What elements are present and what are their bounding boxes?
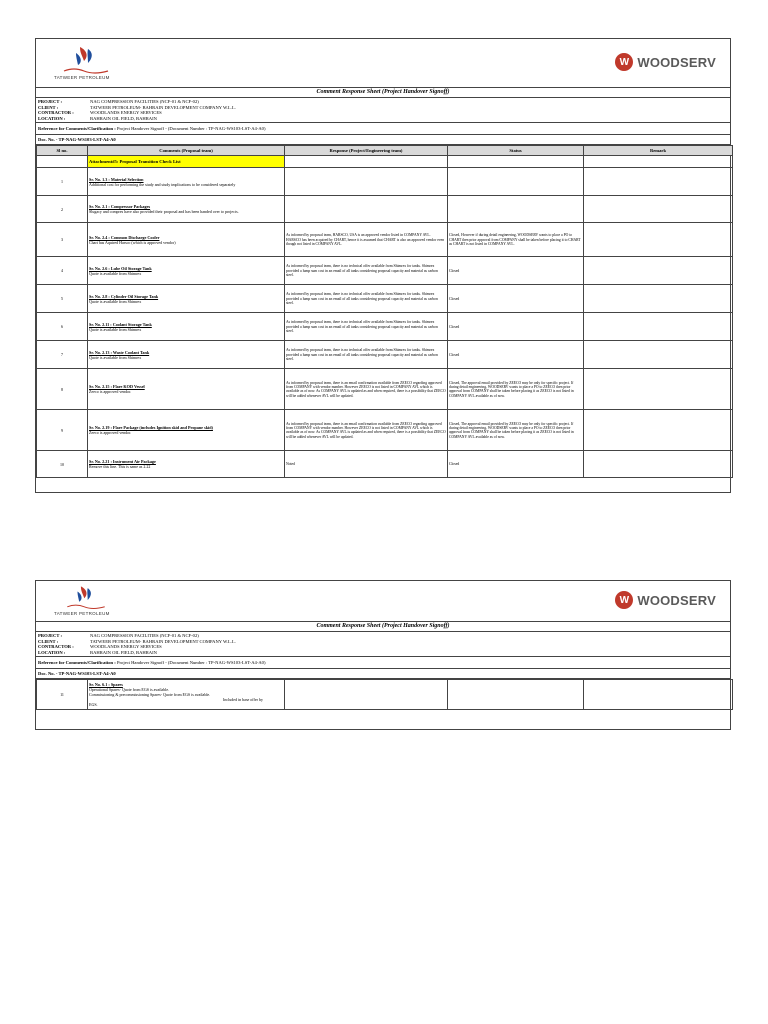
row-remark (584, 196, 733, 223)
row-sl: 7 (37, 341, 88, 369)
info-value: BAHRAIN OIL FIELD, BAHRAIN (90, 115, 157, 121)
row-status: Closed (448, 285, 584, 313)
row-response (285, 196, 448, 223)
row-sl: 9 (37, 410, 88, 451)
item-desc: Zeeco is approved vendor. (89, 389, 132, 395)
row-comment (88, 223, 285, 257)
row-response: As informed by proposal team, HARSCO, USA is an approved vendor listed in COMPANY AVL. HARSCO has been acquired by CHART, hence it is assumed that CHART is also an approved vendor even though not listed in COMPANY AVL. (285, 223, 448, 257)
logo-band (36, 39, 730, 88)
item-desc: EGS. (89, 702, 98, 708)
item-desc: Included in base offer by (223, 697, 263, 703)
row-response (285, 168, 448, 196)
item-desc: Quote is available from Shimrex (89, 354, 142, 360)
item-desc: Remove this line. This is same as 2.22 (89, 464, 151, 470)
col-header-comments: Comments (Proposal team) (88, 146, 285, 156)
table-row (37, 168, 733, 196)
row-comment (88, 410, 285, 451)
item-title: Sr. No. 2.1 : Compressor Packages (89, 204, 151, 210)
info-value: WOODLANDS ENERGY SERVICES (90, 644, 162, 650)
row-remark (584, 369, 733, 410)
table-row (37, 410, 733, 451)
table-row (37, 369, 733, 410)
attachment-row (37, 156, 733, 168)
table-row (37, 313, 733, 341)
item-title: Sr. No. 2.4 : Common Discharge Cooler (89, 234, 160, 240)
doc-number (36, 135, 730, 145)
row-response: As informed by proposal team, there is no technical offer available from Shimrex for tanks. Shimrex provided a lump sum cost in an email of all tanks considering proposal capacity and material as carbon steel. (285, 285, 448, 313)
info-value: NAG COMPRESSION FACILITIES (NCF-01 & NCF-02) (90, 99, 199, 104)
sheet-title: Comment Response Sheet (Project Handover Signoff) (36, 88, 730, 98)
row-comment (88, 451, 285, 478)
row-comment (88, 680, 285, 710)
table-row (37, 223, 733, 257)
row-response: As informed by proposal team, there is no technical offer available from Shimrex for tanks. Shimrex provided a lump sum cost in an email of all tanks considering proposal capacity and material as carbon steel. (285, 341, 448, 369)
reference-line (36, 657, 730, 669)
table-row (37, 451, 733, 478)
row-comment (88, 341, 285, 369)
project-info (36, 632, 730, 657)
row-comment (88, 313, 285, 341)
row-sl: 4 (37, 257, 88, 285)
row-comment (88, 196, 285, 223)
row-response: As informed by proposal team, there is no technical offer available from Shimrex for tanks. Shimrex provided a lump sum cost in an email of all tanks considering proposal capacity and material as carbon steel. (285, 257, 448, 285)
row-remark (584, 341, 733, 369)
row-status (448, 680, 584, 710)
doc-number-text: Doc. No. - TP-NAG-WS103-LST-A4-A0 (38, 137, 116, 143)
row-status: Closed (448, 257, 584, 285)
row-sl: 10 (37, 451, 88, 478)
row-remark (584, 257, 733, 285)
project-info (36, 98, 730, 123)
row-status: Closed (448, 451, 584, 478)
info-row (38, 650, 728, 656)
row-response: As informed by proposal team, there is an email confirmation available from ZEECO regarding approved from COMPANY with vendor number. However ZEECO is not listed in COMPANY AVL which is available as of now. As COMPANY AVL is updated as and when required, there is a possibility that ZEECO will be added whenever AVL will be updated. (285, 369, 448, 410)
row-status: Closed (448, 313, 584, 341)
doc-number (36, 669, 730, 679)
comments-table (36, 145, 733, 478)
info-row (38, 116, 728, 122)
item-desc: Chart has Aquired Harsco (which is approved vendor) (89, 239, 176, 245)
col-header-response: Response (Project/Engineering team) (285, 146, 448, 156)
reference-line (36, 123, 730, 135)
row-comment (88, 257, 285, 285)
item-title: Sr. No. 2.8 : Cylinder Oil Storage Tank (89, 293, 159, 299)
item-desc: Commissioning & precommissioning Spares- Quote from EGS is available. (89, 692, 211, 698)
row-sl: 2 (37, 196, 88, 223)
item-title: Sr. No. 2.11 : Coolant Storage Tank (89, 321, 152, 327)
row-status: Closed, However if during detail engineering, WOODSERV wants to place a PO to CHART then prior approval from COMPANY shall be taken before placing it to CHART as CHART is not listed in COMPANY AVL. (448, 223, 584, 257)
item-title: Sr. No. 2.15 : Flare KOD Vessel (89, 384, 145, 390)
woodserv-mark-icon: W (615, 591, 633, 609)
item-title: Sr. No. 2.19 : Flare Package (includes Ignition skid and Propane skid) (89, 425, 213, 431)
comments-table (36, 679, 733, 710)
row-response (285, 680, 448, 710)
item-title: Sr. No. 2.13 : Waste Coolant Tank (89, 349, 150, 355)
item-desc: Operational Spares- Quote from EGS is available. (89, 687, 170, 693)
row-sl: 3 (37, 223, 88, 257)
reference-label: Reference for Comments/Clarification : (38, 660, 116, 666)
row-sl: 6 (37, 313, 88, 341)
table-row (37, 257, 733, 285)
row-comment (88, 369, 285, 410)
item-title: Sr. No. 1.3 : Material Selection (89, 176, 144, 182)
table-row (37, 285, 733, 313)
row-remark (584, 285, 733, 313)
woodserv-logo (615, 591, 716, 609)
logo-band (36, 581, 730, 622)
info-value: WOODLANDS ENERGY SERVICES (90, 110, 162, 116)
item-desc: Slugacy and compres have also provided their proposal and has been handed over to projects. (89, 209, 239, 215)
reference-value: Project Handover Signoff - (Document Number : TP-NAG-WS103-LST-A4-A0) (116, 126, 266, 132)
row-remark (584, 313, 733, 341)
doc-number-text: Doc. No. - TP-NAG-WS103-LST-A4-A0 (38, 671, 116, 677)
row-status: Closed (448, 341, 584, 369)
item-title: Sr. No. 2.21 : Instrument Air Package (89, 459, 156, 465)
info-key: CLIENT : (38, 638, 59, 644)
row-remark (584, 451, 733, 478)
row-remark (584, 680, 733, 710)
item-desc: Quote is available from Shimrex (89, 326, 142, 332)
info-value: TATWEER PETROLEUM- BAHRAIN DEVELOPMENT COMPANY W.L.L. (90, 104, 236, 110)
item-title: Sr. No. 2.6 : Lube Oil Storage Tank (89, 265, 152, 271)
info-key: LOCATION : (38, 649, 66, 655)
row-status (448, 168, 584, 196)
row-comment (88, 168, 285, 196)
info-value: TATWEER PETROLEUM- BAHRAIN DEVELOPMENT COMPANY W.L.L. (90, 638, 236, 644)
info-value: NAG COMPRESSION FACILITIES (NCF-01 & NCF-02) (90, 633, 199, 638)
row-comment (88, 285, 285, 313)
table-row (37, 341, 733, 369)
row-sl: 8 (37, 369, 88, 410)
row-remark (584, 168, 733, 196)
col-header-status: Status (448, 146, 584, 156)
sheet-title: Comment Response Sheet (Project Handover Signoff) (36, 622, 730, 632)
attachment-title: Attachment#5: Proposal Transition Check List (88, 156, 285, 168)
item-desc: Zeeco is approved vendor. (89, 430, 132, 436)
comment-sheet-page-2 (35, 580, 731, 730)
reference-label: Reference for Comments/Clarification : (38, 126, 116, 132)
row-status (448, 196, 584, 223)
info-value: BAHRAIN OIL FIELD, BAHRAIN (90, 649, 157, 655)
item-desc: Quote is available from Shimrex (89, 270, 142, 276)
row-sl: 5 (37, 285, 88, 313)
row-sl: 11 (37, 680, 88, 710)
info-key: PROJECT : (38, 633, 63, 638)
info-key: LOCATION : (38, 115, 66, 121)
item-title: Sr. No. 6.1 : Spares (89, 682, 123, 688)
info-key: PROJECT : (38, 99, 63, 104)
row-status: Closed, The approval email provided by ZEECO may be only for specific project. If during detail engineering, WOODSERV wants to place a PO to ZEECO then prior approval from COMPANY shall be taken before placing it as ZEECO is not listed in COMPANY AVL available as of now. (448, 410, 584, 451)
table-row (37, 196, 733, 223)
col-header-remark: Remark (584, 146, 733, 156)
info-key: CONTRACTOR : (38, 644, 74, 650)
woodserv-mark-icon: W (615, 53, 633, 71)
reference-value: Project Handover Signoff - (Document Number : TP-NAG-WS103-LST-A4-A0) (116, 660, 266, 666)
comment-sheet-page-1 (35, 38, 731, 493)
tatweer-logo-text: TATWEER PETROLEUM (54, 611, 110, 616)
row-remark (584, 410, 733, 451)
item-desc: Quote is available from Shimrex (89, 298, 142, 304)
tatweer-logo-text: TATWEER PETROLEUM (54, 75, 110, 80)
woodserv-logo (615, 53, 716, 71)
row-response: Noted (285, 451, 448, 478)
info-key: CLIENT : (38, 104, 59, 110)
row-status: Closed, The approval email provided by ZEECO may be only for specific project. If during detail engineering, WOODSERV wants to place a PO to ZEECO then prior approval from COMPANY shall be taken before placing it as ZEECO is not listed in COMPANY AVL available as of now. (448, 369, 584, 410)
row-response: As informed by proposal team, there is an email confirmation available from ZEECO regarding approved from COMPANY with vendor number. However ZEECO is not listed in COMPANY AVL which is available as of now. As COMPANY AVL is updated as and when required, there is a possibility that ZEECO will be added whenever AVL will be updated. (285, 410, 448, 451)
table-header-row (37, 146, 733, 156)
woodserv-logo-text: WOODSERV (637, 54, 716, 70)
table-row (37, 680, 733, 710)
item-desc: Additional cost for performing the study and study implications to be considered separately (89, 181, 236, 187)
row-remark (584, 223, 733, 257)
row-sl: 1 (37, 168, 88, 196)
row-response: As informed by proposal team, there is no technical offer available from Shimrex for tanks. Shimrex provided a lump sum cost in an email of all tanks considering proposal capacity and material as carbon steel. (285, 313, 448, 341)
col-header-sl: Sl no. (37, 146, 88, 156)
info-key: CONTRACTOR : (38, 110, 74, 116)
woodserv-logo-text: WOODSERV (637, 592, 716, 608)
